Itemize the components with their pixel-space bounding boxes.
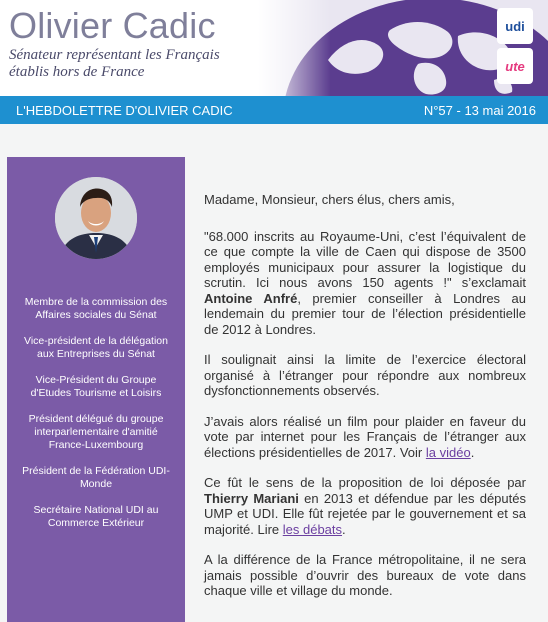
paragraph-4-text-a: Ce fût le sens de la proposition de loi déposée par [204, 475, 526, 490]
role-item: Secrétaire National UDI au Commerce Extérieur [33, 504, 159, 529]
paragraph-3-text-b: . [470, 444, 475, 460]
role-item: Vice-président de la délégation aux Entreprises du Sénat [24, 335, 168, 360]
greeting: Madame, Monsieur, chers élus, chers amis, [204, 192, 455, 207]
portrait-image [55, 177, 137, 259]
role-list [17, 296, 175, 543]
newsletter-body [204, 192, 526, 614]
ute-logo[interactable] [497, 48, 533, 84]
senator-sidebar [7, 157, 185, 622]
paragraph-1-text-b: , premier conseiller à Londres au lendemain du premier tour de l’élection présidentielle de 2012 à Londres. [204, 290, 526, 337]
paragraph-3-text-a: J’avais alors réalisé un film pour plaider en faveur du vote par internet pour les Français de l’étranger aux élections présidentielles de 2017. Voir [204, 413, 526, 460]
main-area [0, 124, 548, 622]
udi-logo-text: udi [505, 18, 525, 34]
header-subtitle-line1: Sénateur représentant les Français [9, 47, 220, 63]
paragraph-3 [204, 414, 526, 461]
video-link[interactable]: la vidéo [425, 444, 471, 460]
role-item: Président délégué du groupe interparlementaire d'amitié France-Luxembourg [28, 413, 164, 451]
paragraph-5: A la différence de la France métropolitaine, il ne sera jamais possible d’ouvrir des bureaux de vote dans chaque ville et village du monde. [204, 552, 526, 598]
paragraph-1 [204, 229, 526, 338]
header-subtitle-line2: établis hors de France [9, 64, 145, 80]
newsletter-banner [0, 96, 548, 124]
role-item: Membre de la commission des Affaires sociales du Sénat [24, 296, 168, 321]
issue-number-date: N°57 - 13 mai 2016 [423, 102, 536, 118]
header-subtitle [9, 47, 259, 81]
paragraph-1-text-a: "68.000 inscrits au Royaume-Uni, c’est l’équivalent de ce que compte la ville de Caen qui dispose de 3500 employés municipaux pour assurer la logistique du scrutin. Ici nous avons 150 agents !" s’exclamait [204, 228, 526, 290]
header-title: Olivier Cadic [9, 5, 216, 46]
paragraph-2: Il soulignait ainsi la limite de l’exercice électoral organisé à l’étranger pour répondre aux nombreux dysfonctionnements observés. [204, 352, 526, 398]
newsletter-name: L'HEBDOLETTRE D'OLIVIER CADIC [16, 102, 233, 118]
newsletter-header [0, 0, 548, 96]
debates-link[interactable]: les débats [282, 521, 343, 537]
thierry-mariani-name: Thierry Mariani [204, 490, 299, 506]
paragraph-4 [204, 475, 526, 537]
avatar [55, 177, 137, 259]
ute-logo-text: ute [505, 58, 525, 74]
paragraph-4-text-b: en 2013 et défendue par les députés UMP et UDI. Elle fût rejetée par le gouvernement et sa majorité. Lire [204, 490, 526, 537]
role-item: Président de la Fédération UDI-Monde [22, 465, 170, 490]
paragraph-4-text-c: . [342, 521, 346, 537]
udi-logo[interactable] [497, 8, 533, 44]
role-item: Vice-Président du Groupe d'Etudes Tourisme et Loisirs [30, 374, 162, 399]
antoine-anfre-name: Antoine Anfré [204, 290, 298, 306]
